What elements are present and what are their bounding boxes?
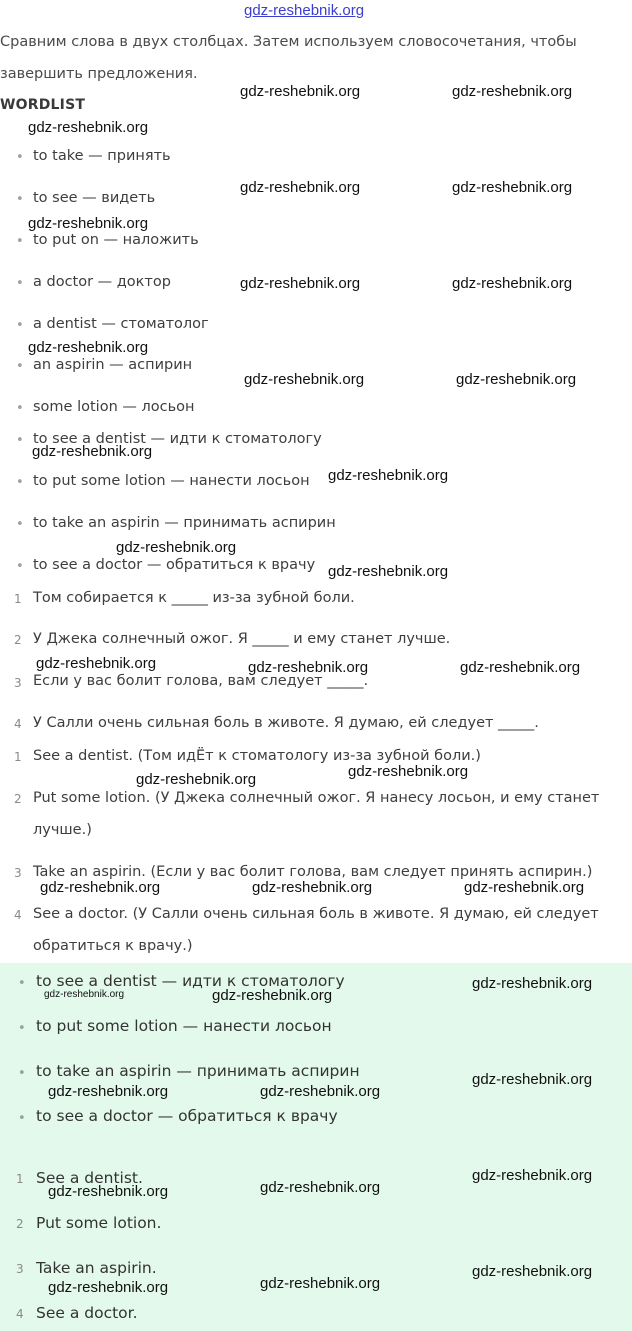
- watermark: gdz-reshebnik.org: [244, 371, 365, 388]
- watermark: gdz-reshebnik.org: [36, 655, 157, 672]
- watermark: gdz-reshebnik.org: [452, 179, 573, 196]
- list-item: a doctor — доктор: [33, 274, 171, 290]
- sentence-text: У Салли очень сильная боль в животе. Я думаю, ей следует _____.: [33, 715, 539, 731]
- watermark: gdz-reshebnik.org: [472, 1263, 593, 1280]
- answer-text: See a doctor. (У Салли очень сильная боль в животе. Я думаю, ей следует: [33, 906, 599, 922]
- watermark: gdz-reshebnik.org: [40, 879, 161, 896]
- panel-answer-number: 4: [16, 1307, 24, 1321]
- answer-text: Put some lotion. (У Джека солнечный ожог. Я нанесу лосьон, и ему станет: [33, 790, 600, 806]
- bullet-icon: •: [18, 1021, 26, 1036]
- bullet-icon: •: [16, 276, 24, 291]
- list-item: to see a doctor — обратиться к врачу: [33, 557, 316, 573]
- bullet-icon: •: [16, 150, 24, 165]
- watermark: gdz-reshebnik.org: [472, 975, 593, 992]
- watermark: gdz-reshebnik.org: [248, 659, 369, 676]
- bullet-icon: •: [16, 234, 24, 249]
- watermark: gdz-reshebnik.org: [240, 179, 361, 196]
- sentence-number: 2: [14, 633, 22, 647]
- bullet-icon: •: [16, 318, 24, 333]
- sentence-number: 1: [14, 592, 22, 606]
- panel-answer: See a dentist.: [36, 1169, 143, 1187]
- bullet-icon: •: [16, 559, 24, 574]
- list-item: a dentist — стоматолог: [33, 316, 209, 332]
- panel-answer-number: 3: [16, 1262, 24, 1276]
- watermark: gdz-reshebnik.org: [116, 539, 237, 556]
- sentence-text: Том собирается к _____ из-за зубной боли.: [33, 590, 355, 606]
- bullet-icon: •: [18, 1066, 26, 1081]
- answer-number: 2: [14, 792, 22, 806]
- wordlist-title: WORDLIST: [0, 97, 86, 113]
- watermark: gdz-reshebnik.org: [136, 771, 257, 788]
- watermark: gdz-reshebnik.org: [460, 659, 581, 676]
- bullet-icon: •: [18, 976, 26, 991]
- site-link[interactable]: gdz-reshebnik.org: [244, 2, 365, 19]
- watermark: gdz-reshebnik.org: [48, 1279, 169, 1296]
- list-item: to take an aspirin — принимать аспирин: [33, 515, 336, 531]
- watermark: gdz-reshebnik.org: [452, 83, 573, 100]
- watermark: gdz-reshebnik.org: [48, 1183, 169, 1200]
- list-item: to see — видеть: [33, 190, 156, 206]
- watermark: gdz-reshebnik.org: [328, 563, 449, 580]
- sentence-text: Если у вас болит голова, вам следует _____.: [33, 673, 369, 689]
- panel-answer-number: 2: [16, 1217, 24, 1231]
- watermark: gdz-reshebnik.org: [44, 989, 125, 1000]
- answer-number: 1: [14, 750, 22, 764]
- watermark: gdz-reshebnik.org: [452, 275, 573, 292]
- bullet-icon: •: [16, 192, 24, 207]
- panel-phrase: to put some lotion — нанести лосьон: [36, 1017, 332, 1035]
- watermark: gdz-reshebnik.org: [328, 467, 449, 484]
- watermark: gdz-reshebnik.org: [260, 1275, 381, 1292]
- watermark: gdz-reshebnik.org: [240, 83, 361, 100]
- watermark: gdz-reshebnik.org: [32, 443, 153, 460]
- panel-answer: Take an aspirin.: [36, 1259, 157, 1277]
- watermark: gdz-reshebnik.org: [456, 371, 577, 388]
- panel-phrase: to see a dentist — идти к стоматологу: [36, 972, 345, 990]
- watermark: gdz-reshebnik.org: [472, 1167, 593, 1184]
- bullet-icon: •: [16, 475, 24, 490]
- watermark: gdz-reshebnik.org: [28, 215, 149, 232]
- panel-phrase: to see a doctor — обратиться к врачу: [36, 1107, 338, 1125]
- intro-line-1: Сравним слова в двух столбцах. Затем используем словосочетания, чтобы: [0, 34, 577, 50]
- watermark: gdz-reshebnik.org: [260, 1179, 381, 1196]
- bullet-icon: •: [16, 359, 24, 374]
- panel-phrase: to take an aspirin — принимать аспирин: [36, 1062, 360, 1080]
- watermark: gdz-reshebnik.org: [240, 275, 361, 292]
- list-item: to see a dentist — идти к стоматологу: [33, 431, 322, 447]
- intro-line-2: завершить предложения.: [0, 66, 198, 82]
- answer-text: Take an aspirin. (Если у вас болит голова, вам следует принять аспирин.): [33, 864, 593, 880]
- list-item: to put some lotion — нанести лосьон: [33, 473, 310, 489]
- watermark: gdz-reshebnik.org: [252, 879, 373, 896]
- watermark: gdz-reshebnik.org: [28, 339, 149, 356]
- answer-number: 3: [14, 866, 22, 880]
- watermark: gdz-reshebnik.org: [472, 1071, 593, 1088]
- panel-answer: Put some lotion.: [36, 1214, 162, 1232]
- answer-number: 4: [14, 908, 22, 922]
- watermark: gdz-reshebnik.org: [464, 879, 585, 896]
- sentence-number: 3: [14, 676, 22, 690]
- panel-answer-number: 1: [16, 1172, 24, 1186]
- bullet-icon: •: [16, 401, 24, 416]
- answer-text-cont: обратиться к врачу.): [33, 938, 193, 954]
- list-item: to take — принять: [33, 148, 171, 164]
- answer-text-cont: лучше.): [33, 822, 92, 838]
- list-item: some lotion — лосьон: [33, 399, 195, 415]
- bullet-icon: •: [18, 1111, 26, 1126]
- sentence-text: У Джека солнечный ожог. Я _____ и ему станет лучше.: [33, 631, 451, 647]
- watermark: gdz-reshebnik.org: [260, 1083, 381, 1100]
- list-item: an aspirin — аспирин: [33, 357, 193, 373]
- watermark: gdz-reshebnik.org: [348, 763, 469, 780]
- bullet-icon: •: [16, 433, 24, 448]
- watermark: gdz-reshebnik.org: [212, 987, 333, 1004]
- answer-text: See a dentist. (Том идЁт к стоматологу из-за зубной боли.): [33, 748, 481, 764]
- watermark: gdz-reshebnik.org: [28, 119, 149, 136]
- panel-answer: See a doctor.: [36, 1304, 138, 1322]
- sentence-number: 4: [14, 717, 22, 731]
- watermark: gdz-reshebnik.org: [48, 1083, 169, 1100]
- list-item: to put on — наложить: [33, 232, 199, 248]
- bullet-icon: •: [16, 517, 24, 532]
